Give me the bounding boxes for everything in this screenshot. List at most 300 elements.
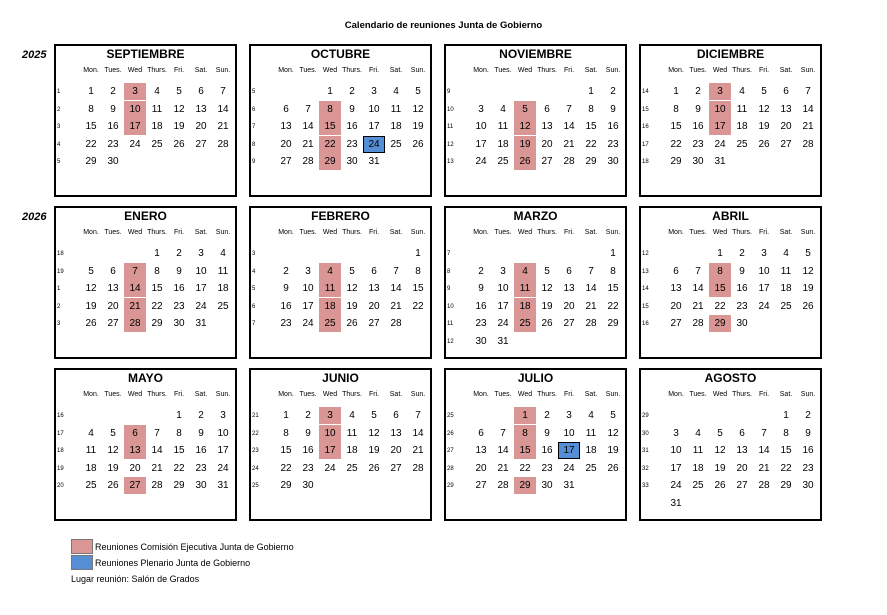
day-cell: 3	[761, 248, 767, 259]
day-cell: 5	[610, 410, 616, 421]
day-cell: 8	[610, 265, 616, 277]
day-cell: 26	[758, 138, 770, 150]
day-cell: 9	[610, 103, 616, 115]
day-cell: 26	[541, 318, 553, 329]
day-cell: 23	[692, 138, 704, 150]
day-cell: 30	[302, 480, 314, 491]
day-cell: 4	[588, 410, 594, 421]
day-header: Thurs.	[537, 229, 557, 236]
day-cell: 22	[607, 300, 619, 312]
day-cell: 8	[717, 265, 723, 277]
day-cell: 5	[88, 265, 94, 277]
week-number: 14	[642, 286, 649, 292]
day-cell: 9	[739, 265, 745, 277]
day-cell: 20	[541, 138, 553, 150]
day-cell: 5	[717, 427, 723, 439]
week-number: 25	[447, 413, 454, 419]
day-cell: 21	[151, 462, 163, 474]
day-cell: 23	[541, 462, 553, 474]
day-cell: 15	[324, 121, 336, 132]
day-cell: 28	[758, 480, 770, 491]
week-number: 5	[252, 286, 256, 292]
day-cell: 9	[478, 283, 484, 294]
day-cell: 22	[151, 300, 163, 312]
day-cell: 22	[780, 462, 792, 474]
day-header: Wed	[517, 67, 533, 74]
day-cell: 4	[327, 265, 333, 277]
week-number: 8	[252, 141, 256, 148]
day-cell: 31	[195, 318, 207, 329]
day-cell: 10	[475, 121, 487, 132]
day-cell: 30	[692, 156, 704, 167]
day-header: Wed	[322, 67, 338, 74]
day-cell: 14	[802, 103, 814, 115]
day-cell: 2	[610, 86, 616, 97]
day-header: Thurs.	[147, 391, 167, 398]
day-cell: 6	[783, 86, 789, 97]
day-cell: 3	[198, 248, 204, 259]
day-header: Fri.	[563, 391, 575, 398]
day-cell: 4	[500, 103, 506, 115]
day-cell: 9	[110, 103, 116, 115]
month-septiembre	[54, 44, 237, 197]
week-number: 11	[447, 124, 454, 130]
day-cell: 23	[280, 318, 292, 329]
day-header: Mon.	[473, 67, 489, 74]
day-cell: 24	[302, 318, 314, 329]
day-cell: 11	[217, 265, 229, 277]
day-cell: 21	[497, 462, 509, 474]
week-number: 17	[642, 141, 649, 148]
year-label-2025: 2025	[22, 49, 47, 61]
day-cell: 1	[327, 86, 333, 97]
day-header: Tues.	[299, 391, 317, 398]
week-number: 21	[252, 413, 259, 419]
day-cell: 23	[607, 138, 619, 150]
day-cell: 19	[758, 121, 770, 132]
day-cell: 10	[497, 283, 509, 294]
day-cell: 5	[110, 427, 116, 439]
day-cell: 26	[714, 480, 726, 491]
day-header: Wed	[127, 229, 143, 236]
day-header: Sun.	[410, 67, 426, 74]
day-header: Thurs.	[342, 67, 362, 74]
day-header: Fri.	[368, 229, 380, 236]
day-cell: 22	[714, 300, 726, 312]
day-cell: 21	[390, 300, 402, 312]
day-cell: 12	[541, 283, 553, 294]
day-cell: 20	[780, 121, 792, 132]
week-number: 20	[57, 483, 64, 489]
day-cell: 16	[692, 121, 704, 132]
day-cell: 2	[198, 410, 204, 421]
day-cell: 20	[107, 300, 119, 312]
day-cell: 9	[198, 427, 204, 439]
day-cell: 23	[802, 462, 814, 474]
day-cell: 21	[758, 462, 770, 474]
day-cell: 4	[349, 410, 355, 421]
day-cell: 22	[173, 462, 185, 474]
day-cell: 24	[195, 300, 207, 312]
week-number: 6	[252, 303, 256, 310]
day-cell: 25	[85, 480, 97, 491]
week-number: 11	[447, 321, 454, 327]
day-cell: 22	[280, 462, 292, 474]
week-number: 16	[642, 321, 649, 327]
day-cell: 5	[522, 103, 528, 115]
day-cell: 6	[132, 427, 138, 439]
day-cell: 21	[302, 138, 314, 150]
day-cell: 7	[220, 86, 226, 97]
day-cell: 19	[85, 300, 97, 312]
day-cell: 27	[195, 138, 207, 150]
day-cell: 29	[519, 480, 531, 491]
day-cell: 7	[132, 265, 138, 277]
legend-comision: Reuniones Comisión Ejecutiva Junta de Gobierno	[95, 542, 294, 552]
week-number: 18	[57, 448, 64, 454]
week-number: 12	[642, 251, 649, 257]
day-header: Thurs.	[342, 391, 362, 398]
day-cell: 28	[302, 156, 314, 167]
day-cell: 30	[802, 480, 814, 491]
day-cell: 14	[151, 445, 163, 456]
day-header: Fri.	[173, 229, 185, 236]
month-febrero	[249, 206, 432, 359]
day-cell: 18	[324, 300, 336, 312]
day-cell: 9	[349, 103, 355, 115]
day-cell: 19	[346, 300, 358, 312]
day-cell: 17	[129, 121, 141, 132]
day-cell: 17	[302, 300, 314, 312]
month-name: SEPTIEMBRE	[106, 47, 185, 61]
day-cell: 27	[563, 318, 575, 329]
day-header: Sun.	[605, 391, 621, 398]
day-cell: 17	[563, 445, 575, 456]
day-cell: 20	[475, 462, 487, 474]
week-number: 27	[447, 448, 454, 454]
day-cell: 6	[371, 265, 377, 277]
day-header: Fri.	[758, 229, 770, 236]
day-cell: 28	[563, 156, 575, 167]
day-cell: 11	[585, 427, 597, 439]
day-cell: 6	[283, 103, 289, 115]
day-cell: 2	[544, 410, 550, 421]
day-cell: 29	[173, 480, 185, 491]
day-cell: 29	[670, 156, 682, 167]
day-cell: 11	[324, 283, 336, 294]
day-header: Tues.	[494, 67, 512, 74]
day-cell: 4	[522, 265, 528, 277]
month-name: ENERO	[124, 209, 167, 223]
day-cell: 11	[780, 265, 792, 277]
day-header: Sat.	[194, 229, 208, 236]
day-cell: 18	[692, 462, 704, 474]
day-cell: 24	[129, 138, 141, 150]
day-header: Sun.	[215, 229, 231, 236]
day-header: Mon.	[668, 229, 684, 236]
day-header: Sun.	[605, 67, 621, 74]
day-cell: 23	[195, 462, 207, 474]
day-header: Sat.	[389, 67, 403, 74]
day-cell: 29	[151, 318, 163, 329]
day-cell: 12	[412, 103, 424, 115]
day-cell: 7	[588, 265, 594, 277]
day-cell: 25	[151, 138, 163, 150]
day-cell: 7	[305, 103, 311, 115]
day-cell: 8	[522, 427, 528, 439]
day-cell: 27	[541, 156, 553, 167]
day-header: Tues.	[689, 67, 707, 74]
month-agosto	[639, 368, 822, 521]
day-cell: 13	[736, 445, 748, 456]
day-cell: 18	[497, 138, 509, 150]
day-cell: 31	[368, 156, 380, 167]
day-header: Thurs.	[732, 229, 752, 236]
day-cell: 9	[305, 427, 311, 439]
day-cell: 2	[283, 265, 289, 277]
day-cell: 1	[783, 410, 789, 421]
day-cell: 6	[673, 265, 679, 277]
day-cell: 11	[497, 121, 509, 132]
day-cell: 19	[173, 121, 185, 132]
calendar-title: Calendario de reuniones Junta de Gobierno	[344, 20, 543, 31]
week-number: 8	[447, 268, 451, 275]
day-cell: 28	[151, 480, 163, 491]
day-header: Sat.	[779, 67, 793, 74]
day-cell: 13	[195, 103, 207, 115]
day-cell: 7	[805, 86, 811, 97]
day-cell: 22	[670, 138, 682, 150]
day-header: Tues.	[689, 391, 707, 398]
month-enero	[54, 206, 237, 359]
day-cell: 14	[692, 283, 704, 294]
week-number: 13	[642, 268, 649, 275]
day-header: Thurs.	[732, 67, 752, 74]
day-cell: 7	[695, 265, 701, 277]
day-header: Sun.	[800, 229, 816, 236]
week-number: 2	[57, 106, 61, 113]
day-cell: 25	[346, 462, 358, 474]
week-number: 28	[447, 465, 454, 472]
month-name: JUNIO	[322, 371, 359, 385]
day-cell: 23	[107, 138, 119, 150]
day-cell: 3	[305, 265, 311, 277]
day-cell: 18	[85, 462, 97, 474]
day-header: Sun.	[215, 391, 231, 398]
day-cell: 29	[780, 480, 792, 491]
week-number: 6	[252, 106, 256, 113]
day-cell: 29	[324, 156, 336, 167]
day-cell: 16	[195, 445, 207, 456]
day-cell: 17	[758, 283, 770, 294]
week-number: 15	[642, 303, 649, 310]
day-cell: 6	[566, 265, 572, 277]
day-cell: 5	[415, 86, 421, 97]
day-cell: 15	[585, 121, 597, 132]
day-cell: 5	[349, 265, 355, 277]
day-cell: 6	[544, 103, 550, 115]
day-cell: 15	[280, 445, 292, 456]
day-cell: 1	[717, 248, 723, 259]
day-cell: 1	[522, 410, 528, 421]
week-number: 12	[447, 141, 454, 148]
day-header: Sat.	[389, 391, 403, 398]
day-cell: 8	[327, 103, 333, 115]
day-cell: 19	[107, 462, 119, 474]
week-number: 24	[252, 465, 259, 472]
day-header: Fri.	[173, 67, 185, 74]
day-cell: 30	[475, 335, 487, 347]
day-header: Wed	[517, 229, 533, 236]
day-cell: 19	[714, 462, 726, 474]
day-cell: 13	[475, 445, 487, 456]
day-cell: 21	[802, 121, 814, 132]
day-cell: 28	[802, 138, 814, 150]
day-cell: 21	[563, 138, 575, 150]
day-cell: 5	[371, 410, 377, 421]
day-header: Wed	[712, 67, 728, 74]
day-header: Tues.	[104, 229, 122, 236]
day-header: Mon.	[278, 67, 294, 74]
day-cell: 21	[585, 300, 597, 312]
day-cell: 2	[349, 86, 355, 97]
day-header: Sat.	[779, 391, 793, 398]
day-cell: 4	[739, 86, 745, 97]
day-cell: 17	[497, 300, 509, 312]
day-cell: 8	[176, 427, 182, 439]
day-cell: 23	[346, 138, 358, 150]
month-name: OCTUBRE	[310, 47, 371, 61]
month-diciembre	[639, 44, 822, 197]
day-cell: 1	[673, 86, 679, 97]
day-cell: 26	[412, 138, 424, 150]
day-cell: 15	[173, 445, 185, 456]
day-cell: 21	[692, 300, 704, 312]
day-header: Sat.	[779, 229, 793, 236]
day-header: Thurs.	[342, 229, 362, 236]
week-number: 19	[57, 268, 64, 275]
day-cell: 6	[393, 410, 399, 421]
day-cell: 28	[585, 318, 597, 329]
day-cell: 28	[412, 462, 424, 474]
day-cell: 10	[670, 445, 682, 456]
day-cell: 6	[478, 427, 484, 439]
day-cell: 16	[107, 121, 119, 132]
day-cell: 15	[714, 283, 726, 294]
day-cell: 5	[761, 86, 767, 97]
day-cell: 22	[585, 138, 597, 150]
day-cell: 28	[497, 480, 509, 491]
day-cell: 18	[736, 121, 748, 132]
day-cell: 20	[129, 462, 141, 474]
day-cell: 26	[107, 480, 119, 491]
legend-plenario: Reuniones Plenario Junta de Gobierno	[95, 558, 251, 568]
day-header: Fri.	[758, 67, 770, 74]
month-noviembre	[444, 44, 627, 197]
day-header: Tues.	[494, 229, 512, 236]
day-cell: 18	[585, 445, 597, 456]
day-cell: 16	[475, 300, 487, 312]
day-cell: 14	[585, 283, 597, 294]
day-cell: 15	[412, 283, 424, 294]
week-number: 17	[57, 430, 64, 437]
day-cell: 26	[85, 318, 97, 329]
day-header: Thurs.	[147, 67, 167, 74]
day-cell: 27	[107, 318, 119, 329]
day-header: Sun.	[215, 67, 231, 74]
month-name: FEBRERO	[311, 209, 370, 223]
day-cell: 27	[368, 318, 380, 329]
legend-lugar: Lugar reunión: Salón de Grados	[71, 574, 200, 584]
day-cell: 25	[736, 138, 748, 150]
day-cell: 26	[519, 156, 531, 167]
day-cell: 2	[695, 86, 701, 97]
day-header: Wed	[127, 391, 143, 398]
day-cell: 16	[346, 121, 358, 132]
day-cell: 22	[85, 138, 97, 150]
day-cell: 29	[585, 156, 597, 167]
day-header: Tues.	[104, 67, 122, 74]
week-number: 23	[252, 448, 259, 454]
day-cell: 18	[217, 283, 229, 294]
day-cell: 24	[563, 462, 575, 474]
day-cell: 20	[195, 121, 207, 132]
week-number: 7	[252, 321, 256, 327]
day-cell: 11	[692, 445, 704, 456]
day-cell: 6	[110, 265, 116, 277]
day-cell: 16	[302, 445, 314, 456]
day-cell: 14	[758, 445, 770, 456]
week-number: 18	[57, 251, 64, 257]
day-cell: 24	[368, 138, 380, 150]
month-name: NOVIEMBRE	[499, 47, 572, 61]
day-cell: 23	[736, 300, 748, 312]
week-number: 4	[57, 141, 61, 148]
day-cell: 23	[173, 300, 185, 312]
day-cell: 17	[368, 121, 380, 132]
week-number: 1	[57, 286, 61, 292]
day-header: Mon.	[83, 391, 99, 398]
day-cell: 7	[154, 427, 160, 439]
day-cell: 3	[566, 410, 572, 421]
day-cell: 27	[280, 156, 292, 167]
day-cell: 10	[324, 427, 336, 439]
week-number: 4	[252, 268, 256, 275]
day-cell: 14	[217, 103, 229, 115]
day-header: Mon.	[278, 391, 294, 398]
day-cell: 12	[714, 445, 726, 456]
month-junio	[249, 368, 432, 521]
day-cell: 21	[129, 300, 141, 312]
day-cell: 21	[412, 445, 424, 456]
day-header: Sun.	[605, 229, 621, 236]
day-cell: 8	[88, 103, 94, 115]
day-cell: 20	[368, 300, 380, 312]
day-cell: 4	[393, 86, 399, 97]
day-cell: 25	[519, 318, 531, 329]
day-cell: 25	[217, 300, 229, 312]
day-cell: 27	[780, 138, 792, 150]
day-header: Tues.	[299, 67, 317, 74]
day-cell: 1	[588, 86, 594, 97]
day-cell: 27	[475, 480, 487, 491]
day-cell: 2	[305, 410, 311, 421]
day-cell: 22	[324, 138, 336, 150]
month-name: MAYO	[128, 371, 163, 385]
day-cell: 15	[607, 283, 619, 294]
day-cell: 4	[88, 427, 94, 439]
week-number: 3	[57, 124, 61, 130]
